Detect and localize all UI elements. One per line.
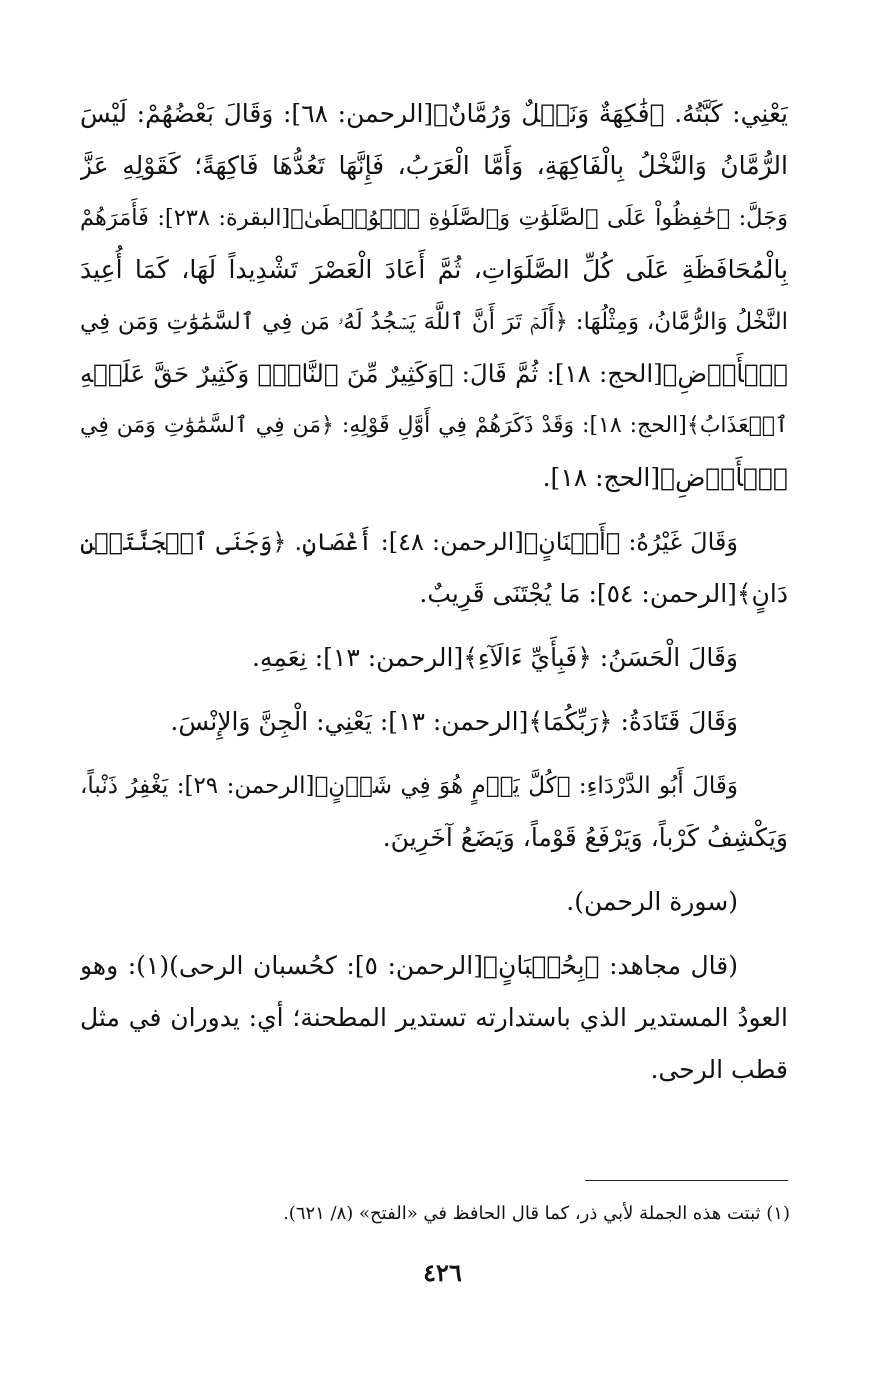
- text-line: وَيَكْشِفُ كَرْباً، وَيَرْفَعُ قَوْماً، وَيَضَعُ آخَرِينَ.: [382, 823, 788, 852]
- text-line: (قال مجاهد: ﴿بِحُسۡبَانٍ﴾[الرحمن: ٥]: كحُسبان الرحى)(١): وهو: [80, 951, 738, 980]
- paragraph-5: [80, 760, 788, 864]
- paragraph-2: [80, 516, 788, 620]
- text-line: ٱلۡأَرۡضِ﴾[الحج: ١٨]: ثُمَّ قَالَ: ﴿وَكَثِيرٌ مِّنَ ٱلنَّاسِۖ وَكَثِيرٌ حَقَّ عَلَيۡهِ: [80, 359, 788, 388]
- text-line: وَقَالَ غَيْرُهُ: ﴿أَفۡنَانٍ﴾[الرحمن: ٤٨]: أَغْصَانٍ. ﴿وَجَنَى ٱلۡجَنَّتَيۡنِ: [80, 528, 738, 556]
- text-line: الرُّمَّانُ وَالنَّخْلُ بِالْفَاكِهَةِ، وَأَمَّا الْعَرَبُ، فَإِنَّهَا تَعُدُّهَا فَاكِهَةً؛ كَقَوْلِهِ عَزَّ: [80, 151, 788, 180]
- main-text: [80, 88, 788, 1096]
- text-line: وَقَالَ أَبُو الدَّرْدَاءِ: ﴿كُلَّ يَوۡمٍ هُوَ فِي شَأۡنٍ﴾[الرحمن: ٢٩]: يَغْفِرُ ذَنْباً،: [80, 773, 738, 799]
- footnote: (١) ثبتت هذه الجملة لأبي ذر، كما قال الحافظ في «الفتح» (٨/ ٦٢١).: [283, 1203, 790, 1224]
- text-line: النَّخْلُ وَالرُّمَّانُ، وَمِثْلُهَا: ﴿أَلَمۡ تَرَ أَنَّ ٱللَّهَ يَسۡجُدُ لَهُۥ مَن فِي ٱلسَّمَٰوَٰتِ وَمَن فِي: [80, 309, 788, 335]
- text-line: بِالْمُحَافَظَةِ عَلَى كُلِّ الصَّلَوَاتِ، ثُمَّ أَعَادَ الْعَصْرَ تَشْدِيداً لَهَا، كَمَا أُعِيدَ: [80, 255, 788, 284]
- text-line: قطب الرحى.: [650, 1055, 788, 1084]
- paragraph-3: [80, 632, 788, 684]
- text-line: يَعْنِي: كَبَّتُهُ. ﴿فَٰكِهَةٌ وَنَخۡلٌ وَرُمَّانٌ﴾[الرحمن: ٦٨]: وَقَالَ بَعْضُهُمْ: لَيْسَ: [80, 99, 788, 128]
- text-line: العودُ المستدير الذي باستدارته تستدير المطحنة؛ أي: يدوران في مثل: [80, 1003, 788, 1032]
- text-line: (سورة الرحمن).: [566, 887, 738, 916]
- page-number: ٤٢٦: [423, 1258, 462, 1287]
- footnote-divider: [585, 1180, 788, 1181]
- section-heading: [80, 876, 788, 928]
- text-line: وَقَالَ الْحَسَنُ: ﴿فَبِأَيِّ ءَالَآءِ﴾[الرحمن: ١٣]: نِعَمِهِ.: [251, 643, 738, 672]
- paragraph-4: [80, 696, 788, 748]
- text-line: ٱلۡعَذَابُ﴾[الحج: ١٨]: وَقَدْ ذَكَرَهُمْ فِي أَوَّلِ قَوْلِهِ: ﴿مَن فِي ٱلسَّمَٰوَٰتِ وَمَن فِي: [80, 413, 788, 438]
- paragraph-7: [80, 940, 788, 1096]
- paragraph-1: [80, 88, 788, 504]
- text-line: ٱلۡأَرۡضِ﴾[الحج: ١٨].: [542, 463, 788, 492]
- text-line: وَقَالَ قَتَادَةُ: ﴿رَبِّكُمَا﴾[الرحمن: ١٣]: يَعْنِي: الْجِنَّ وَالإِنْسَ.: [170, 707, 738, 736]
- text-line: وَجَلَّ: ﴿حَٰفِظُواْ عَلَى ٱلصَّلَوَٰتِ وَٱلصَّلَوٰةِ ٱلۡوُسۡطَىٰ﴾[البقرة: ٢٣٨]: فَأَمَرَهُمْ: [80, 205, 788, 231]
- text-line: دَانٍ﴾[الرحمن: ٥٤]: مَا يُجْتَنَى قَرِيبٌ.: [419, 579, 788, 608]
